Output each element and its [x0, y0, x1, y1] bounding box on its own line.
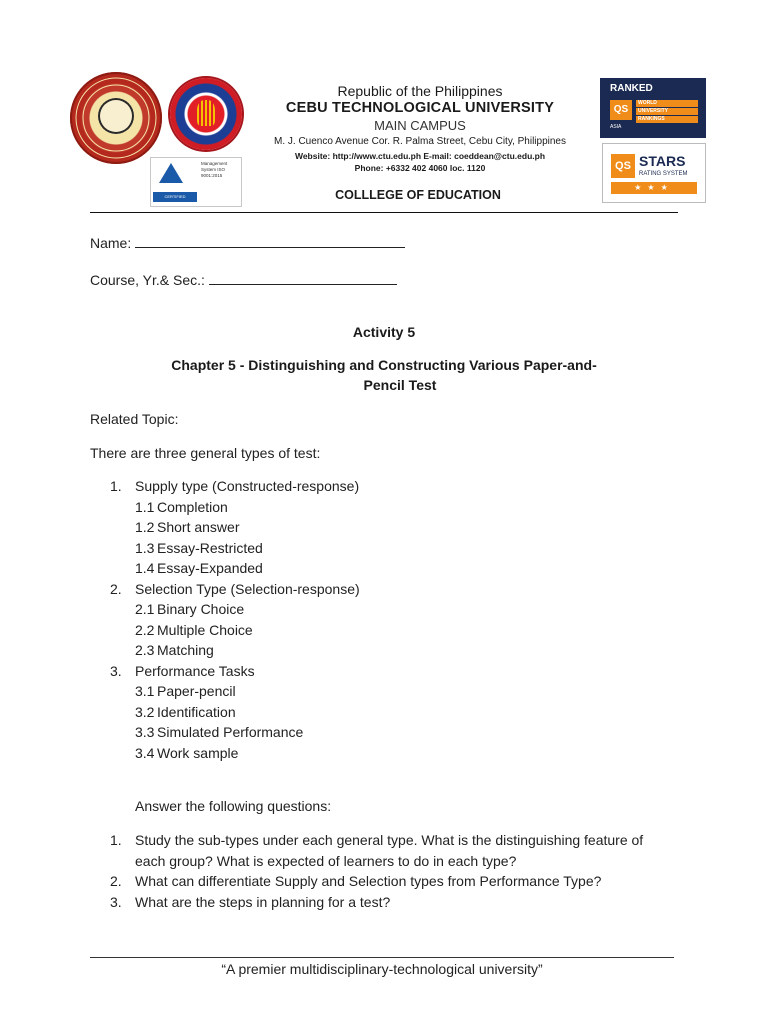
sub-label: Matching — [157, 642, 214, 658]
sub-number: 1.1 — [135, 498, 155, 515]
questions-list — [110, 830, 670, 912]
tuv-triangle-icon — [159, 163, 183, 183]
sub-number: 2.1 — [135, 601, 155, 617]
college-name: COLLLEGE OF EDUCATION — [335, 188, 501, 202]
header-divider — [90, 212, 678, 213]
name-blank[interactable] — [135, 233, 405, 248]
tuv-certified-label: CERTIFIED — [153, 192, 197, 202]
list-item — [110, 892, 670, 913]
list-label: Supply type (Constructed-response) — [135, 478, 360, 494]
question-number: 3. — [110, 893, 122, 910]
qs-stars-logo-icon: QS — [611, 154, 635, 178]
sub-label: Work sample — [157, 744, 239, 761]
qs-logo-icon: QS — [610, 100, 632, 120]
test-types-list — [110, 476, 360, 763]
question-number: 2. — [110, 873, 122, 889]
list-item — [110, 497, 360, 518]
list-item — [110, 722, 360, 743]
list-item — [110, 702, 360, 723]
name-label: Name: — [90, 235, 132, 251]
list-label: Performance Tasks — [135, 662, 255, 679]
qs-ranked-badge — [600, 78, 706, 138]
list-item — [110, 558, 360, 579]
ctu-seal-logo — [70, 72, 162, 164]
qs-rating-system-label: RATING SYSTEM — [639, 171, 688, 177]
list-item — [110, 743, 360, 764]
list-item — [110, 476, 360, 497]
activity-title: Activity 5 — [352, 324, 416, 340]
sub-number: 3.4 — [135, 744, 155, 761]
name-field-row — [90, 233, 405, 251]
tuv-management-text: Management System ISO 9001:2015 — [201, 161, 228, 178]
rice-stalks-icon — [197, 100, 215, 126]
sub-label: Essay-Restricted — [157, 539, 263, 556]
question-text: What are the steps in planning for a test? — [135, 893, 391, 910]
sub-label: Completion — [157, 498, 228, 515]
qs-ranked-label: RANKED — [610, 83, 653, 94]
sub-label: Paper-pencil — [157, 683, 236, 699]
university-name: CEBU TECHNOLOGICAL UNIVERSITY — [285, 100, 555, 116]
qs-star-rating-icon: ★★★ — [611, 182, 697, 194]
question-number: 1. — [110, 832, 122, 848]
list-number: 3. — [110, 662, 122, 679]
list-item — [110, 681, 360, 702]
qs-asia-label: ASIA — [610, 124, 622, 130]
sub-label: Simulated Performance — [157, 724, 304, 740]
list-item — [110, 599, 360, 620]
list-item — [110, 538, 360, 559]
course-label: Course, Yr.& Sec.: — [90, 272, 205, 288]
sub-number: 2.2 — [135, 621, 155, 638]
list-number: 2. — [110, 580, 122, 597]
list-number: 1. — [110, 478, 122, 494]
question-text: What can differentiate Supply and Selection types from Performance Type? — [135, 873, 602, 889]
chapter-title-line1: Chapter 5 - Distinguishing and Constructing Various Paper-and- — [171, 357, 597, 373]
campus-name: MAIN CAMPUS — [374, 118, 466, 133]
qs-bar-world: WORLD — [636, 100, 698, 107]
asean-seal-logo — [170, 78, 242, 150]
sub-number: 3.3 — [135, 724, 155, 740]
qs-stars-title: STARS — [639, 153, 686, 169]
sub-label: Short answer — [157, 519, 240, 535]
list-item — [110, 620, 360, 641]
qs-bar-rankings: RANKINGS — [636, 116, 698, 123]
sub-number: 3.1 — [135, 683, 155, 699]
intro-text: There are three general types of test: — [90, 445, 321, 461]
qs-stars-badge — [602, 143, 706, 203]
footer-divider — [90, 957, 674, 958]
sub-label: Binary Choice — [157, 601, 245, 617]
sub-number: 1.2 — [135, 519, 155, 535]
list-item — [110, 517, 360, 538]
sub-number: 1.3 — [135, 539, 155, 556]
chapter-title-line2: Pencil Test — [363, 377, 437, 393]
list-item — [110, 661, 360, 682]
sub-number: 1.4 — [135, 560, 155, 576]
sub-number: 3.2 — [135, 703, 155, 720]
phone-line: Phone: +6332 402 4060 loc. 1120 — [354, 163, 486, 173]
list-item — [110, 579, 360, 600]
answer-prompt: Answer the following questions: — [135, 798, 332, 814]
sub-label: Multiple Choice — [157, 621, 253, 638]
course-blank[interactable] — [209, 270, 397, 285]
website-email-line: Website: http://www.ctu.edu.ph E-mail: coeddean@ctu.edu.ph — [294, 151, 546, 161]
sub-number: 2.3 — [135, 642, 155, 658]
qs-bar-university: UNIVERSITY — [636, 108, 698, 115]
university-address: M. J. Cuenco Avenue Cor. R. Palma Street, Cebu City, Philippines — [274, 136, 566, 147]
republic-heading: Republic of the Philippines — [337, 83, 503, 99]
list-item — [110, 830, 670, 871]
list-item — [110, 871, 670, 892]
qs-rankings-bars — [636, 100, 698, 124]
question-text: Study the sub-types under each general type. What is the distinguishing feature of each group? What is expected of learners to do in each type? — [135, 832, 644, 869]
course-field-row — [90, 270, 397, 288]
sub-label: Identification — [157, 703, 236, 720]
sub-label: Essay-Expanded — [157, 560, 263, 576]
ctu-seal-core — [98, 98, 134, 134]
list-item — [110, 640, 360, 661]
university-motto: “A premier multidisciplinary-technological university” — [221, 961, 543, 977]
list-label: Selection Type (Selection-response) — [135, 580, 360, 597]
tuv-iso-certification-badge — [150, 157, 242, 207]
related-topic-label: Related Topic: — [90, 411, 179, 427]
